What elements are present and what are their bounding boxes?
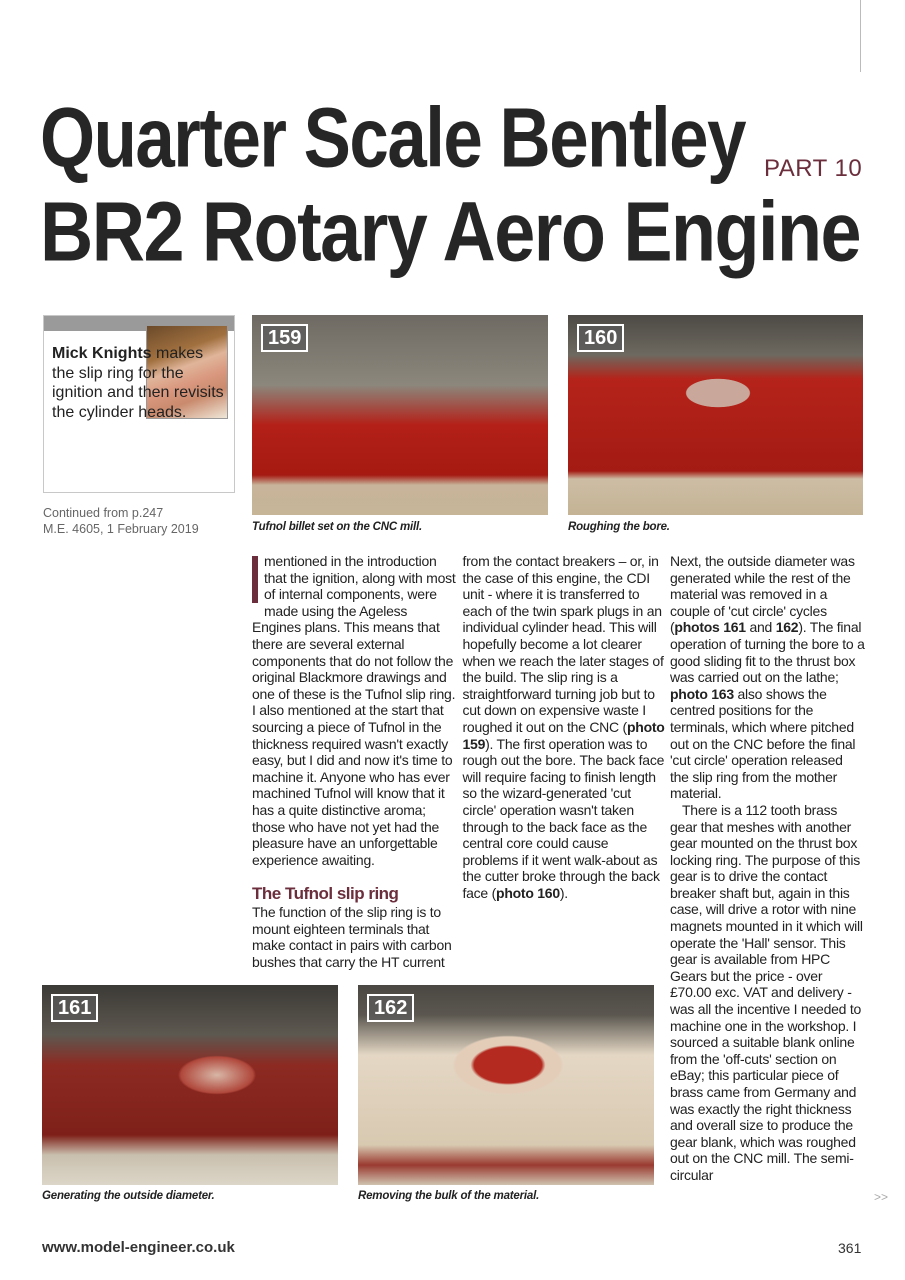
- part-label: PART 10: [764, 155, 863, 182]
- paragraph-text: ). The first operation was to rough out the bore. The back face will require facing to finish length so the wizard-generated 'cut circle' operation wasn't taken through to the back face as the central core could cause problems if it went walk-about as the cutter broke through the back face (: [462, 735, 665, 901]
- paragraph-text: mentioned in the introduction that the ignition, along with most of internal components, were made using the Ageless Engines plans. This means that there are several external components that do not follow the original Blackmore drawings and one of these is the Tufnol slip ring. I also mentioned at the start that sourcing a piece of Tufnol in the thickness required wasn't exactly easy, but I did and now it's time to machine it. Anyone who has ever machined Tufnol will know that it has a quite distinctive aroma; those who have not yet had the pleasure have an unforgettable experience awaiting.: [252, 553, 456, 868]
- author-name: Mick Knights: [52, 345, 152, 362]
- subheading: The Tufnol slip ring: [252, 884, 399, 904]
- photo-number: 161: [51, 994, 98, 1022]
- photo-caption: Roughing the bore.: [568, 521, 670, 533]
- body-column-3: [670, 553, 865, 1184]
- photo-caption: Generating the outside diameter.: [42, 1190, 215, 1202]
- title-line-1: Quarter Scale Bentley: [40, 90, 745, 185]
- paragraph: [670, 553, 865, 802]
- website-url[interactable]: www.model-engineer.co.uk: [42, 1239, 235, 1256]
- title-line-2: BR2 Rotary Aero Engine: [40, 184, 861, 279]
- photo-reference: photo 163: [670, 685, 734, 702]
- paragraph-text: Next, the outside diameter was generated while the rest of the material was removed in a couple of 'cut circle' cycles (: [670, 553, 855, 636]
- photo-159: [252, 315, 548, 515]
- top-rule: [860, 0, 861, 72]
- intro-box: [43, 315, 235, 493]
- drop-cap-i: [252, 556, 258, 603]
- photo-caption: Removing the bulk of the material.: [358, 1190, 540, 1202]
- continues-arrow: >>: [874, 1190, 889, 1204]
- photo-162: [358, 985, 654, 1185]
- continued-note: [43, 505, 199, 537]
- intro-text: [52, 344, 227, 423]
- paragraph: There is a 112 tooth brass gear that meshes with another gear mounted on the thrust box locking ring. The purpose of this gear is to drive the contact breaker shaft but, again in this case, will drive a rotor with nine magnets mounted in it which will operate the 'Hall' sensor. This gear is available from HPC Gears but the price - over £70.00 exc. VAT and delivery - was all the incentive I needed to machine one in the workshop. I sourced a suitable blank online from the 'off-cuts' section on eBay; this particular piece of brass came from Germany and was exactly the right thickness and overall size to produce the gear blank, which was roughed out on the CNC mill. The semi-circular: [670, 801, 863, 1183]
- intro-standfirst: makes the slip ring for the ignition and then revisits the cylinder heads.: [52, 345, 224, 422]
- photo-reference: photo 159: [462, 718, 665, 752]
- paragraph: [252, 553, 457, 868]
- issue-reference: M.E. 4605, 1 February 2019: [43, 522, 199, 536]
- photo-160: [568, 315, 863, 515]
- paragraph-text: ). The final operation of turning the bore to a good sliding fit to the thrust box was carried out on the lathe;: [670, 619, 865, 686]
- paragraph-text: The function of the slip ring is to mount eighteen terminals that make contact in pairs with carbon bushes that carry the HT current from the contact breakers – or, in the case of this engine, the CDI unit - where it is transferred to each of the twin spark plugs in an individual cylinder head. This will hopefully become a lot clearer when we reach the later stages of the build. The slip ring is a straightforward turning job but to cut down on expensive waste I roughed it out on the CNC (: [252, 553, 664, 971]
- photo-number: 160: [577, 324, 624, 352]
- body-columns-1-2: [252, 553, 667, 973]
- photo-number: 162: [367, 994, 414, 1022]
- paragraph-text: and: [745, 619, 776, 636]
- paragraph-text: also shows the centred positions for the terminals, which where pitched out on the CNC before the final 'cut circle' operation released the slip ring from the mother material.: [670, 685, 856, 802]
- photo-reference: photo 160: [496, 884, 560, 901]
- continued-from: Continued from p.247: [43, 506, 164, 520]
- paragraph-text: ).: [559, 884, 568, 901]
- page-number: 361: [838, 1240, 862, 1256]
- photo-caption: Tufnol billet set on the CNC mill.: [252, 521, 422, 533]
- photo-161: [42, 985, 338, 1185]
- photo-reference: photos 161: [674, 619, 746, 636]
- photo-number: 159: [261, 324, 308, 352]
- photo-reference: 162: [775, 619, 799, 636]
